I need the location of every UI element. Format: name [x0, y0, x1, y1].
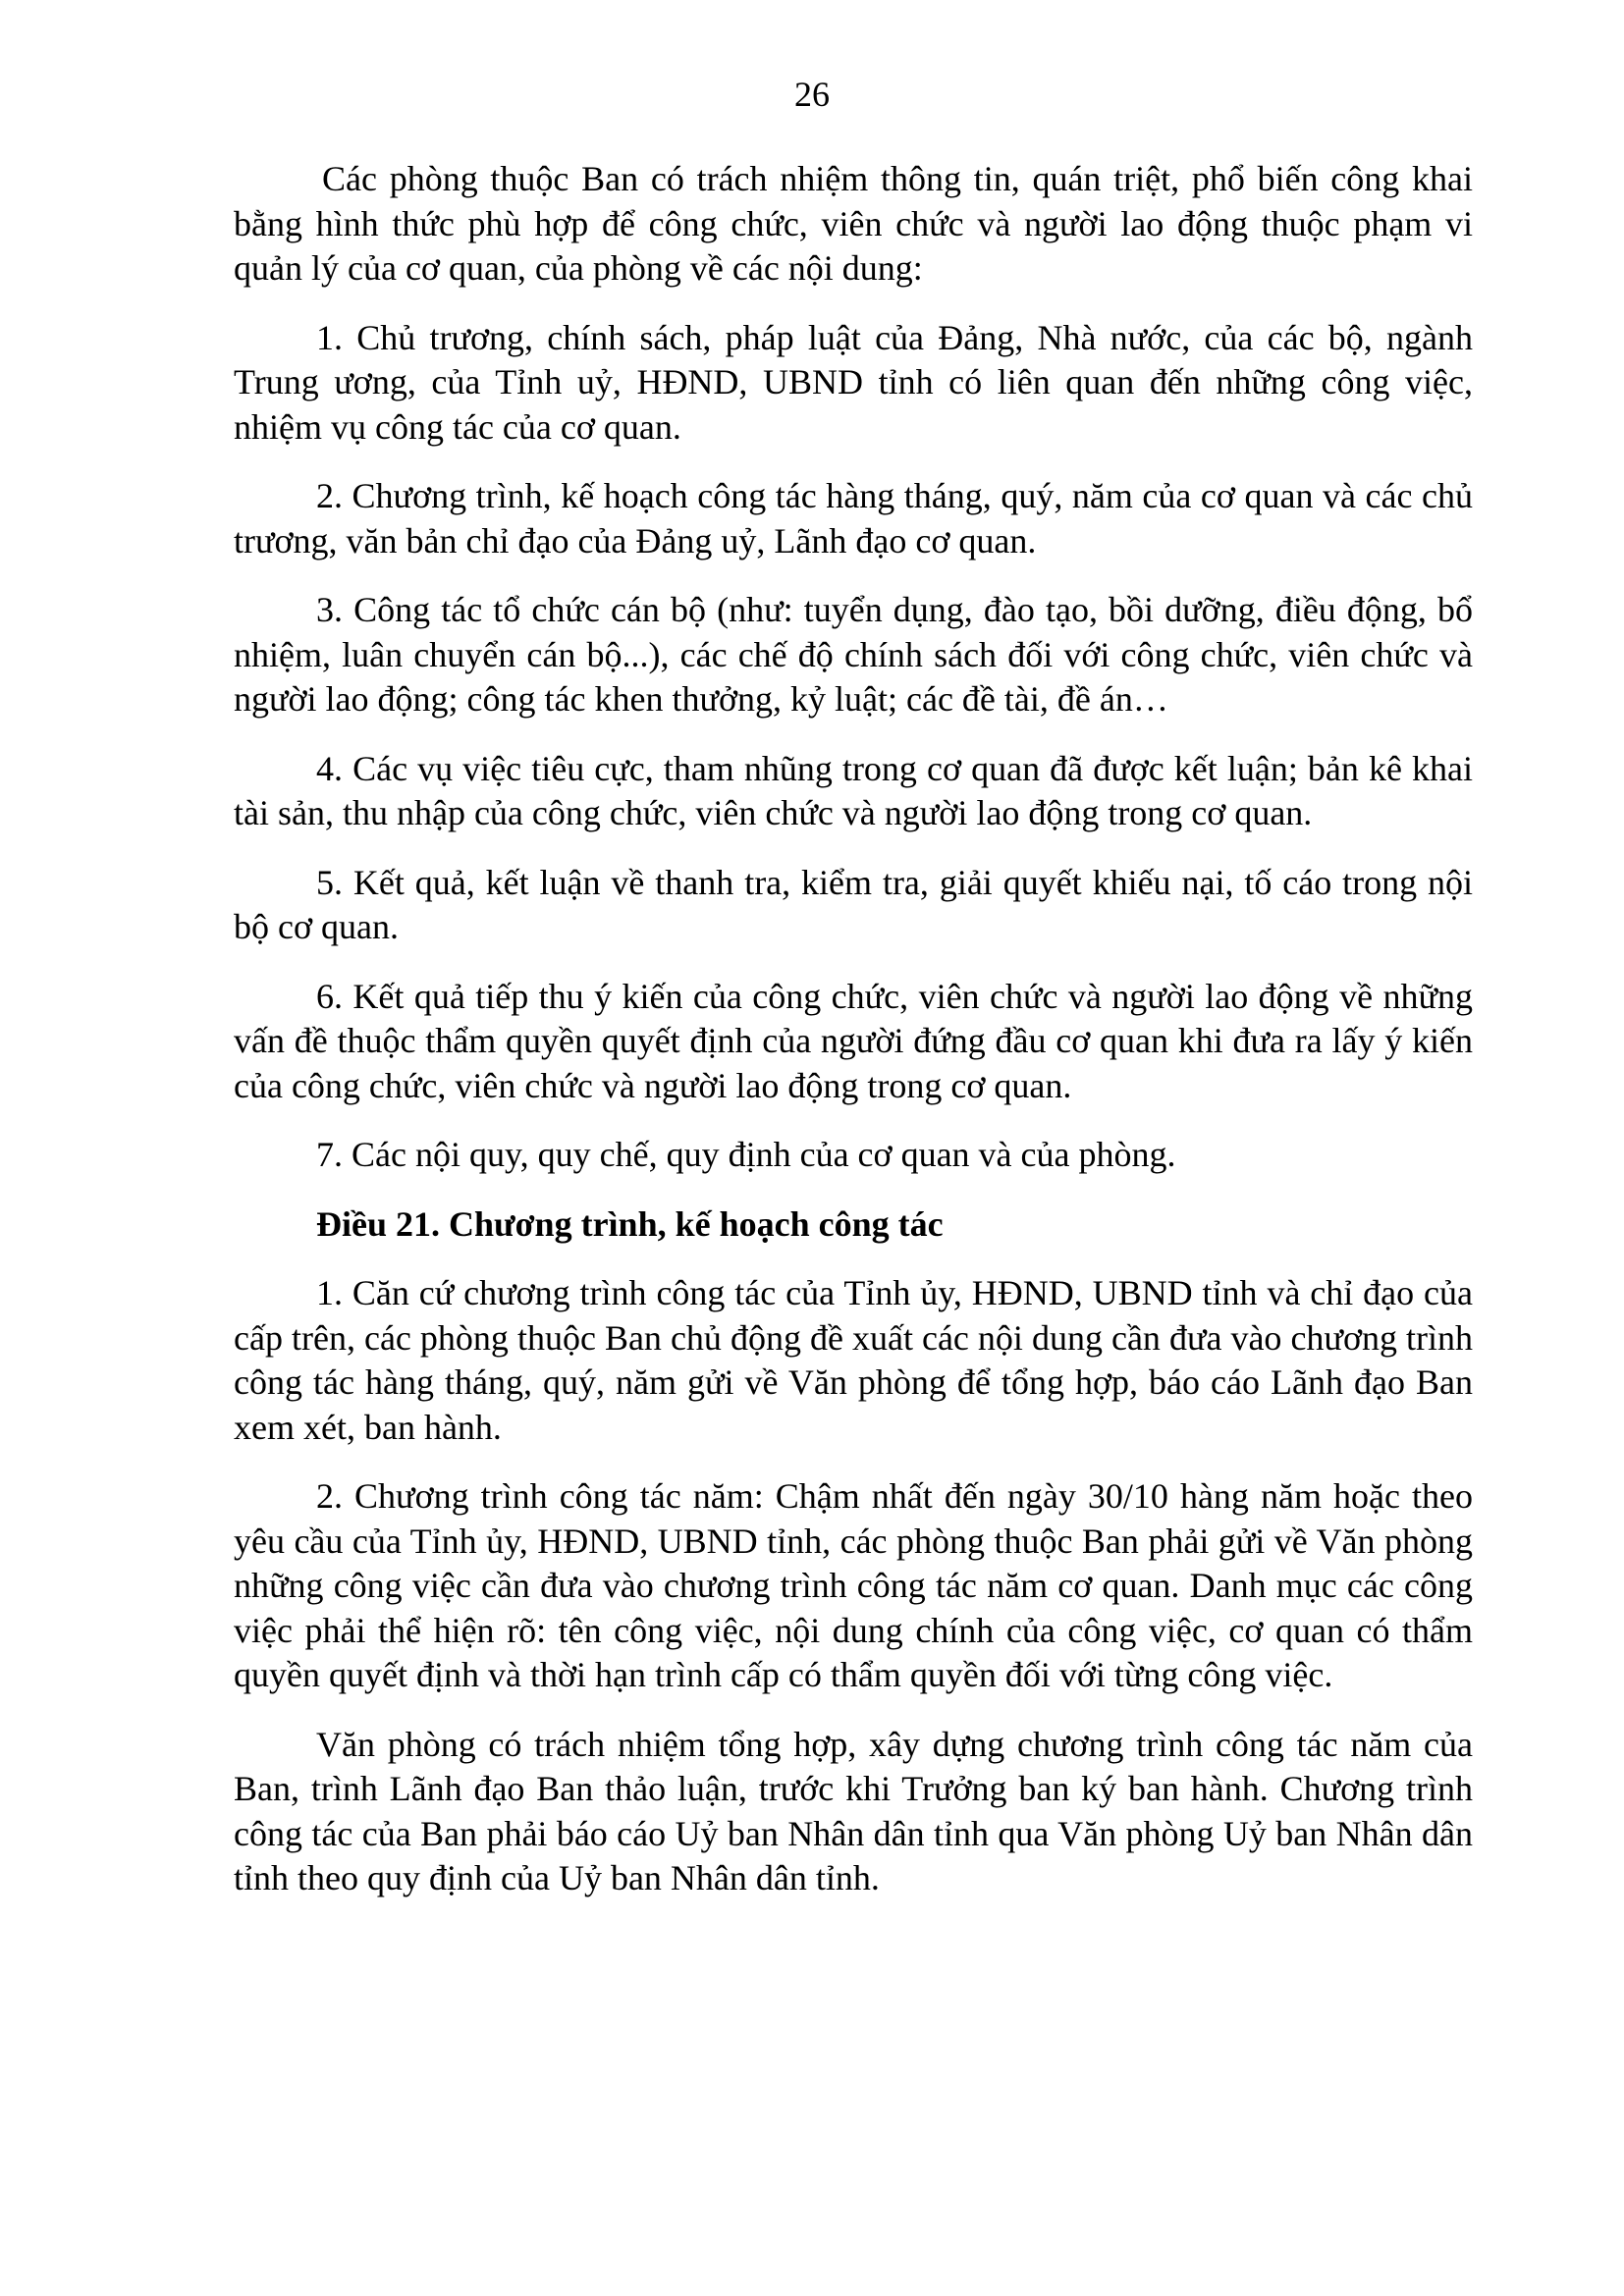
- article-paragraph-2: 2. Chương trình công tác năm: Chậm nhất đến ngày 30/10 hàng năm hoặc theo yêu cầu của Tỉnh ủy, HĐND, UBND tỉnh, các phòng thuộc Ban phải gửi về Văn phòng những công việc cần đưa vào chương trình công tác năm cơ quan. Danh mục các công việc phải thể hiện rõ: tên công việc, nội dung chính của công việc, cơ quan có thẩm quyền quyết định và thời hạn trình cấp có thẩm quyền đối với từng công việc.: [234, 1476, 1473, 1694]
- list-item-3: 3. Công tác tổ chức cán bộ (như: tuyển dụng, đào tạo, bồi dưỡng, điều động, bổ nhiệm, luân chuyển cán bộ...), các chế độ chính sách đối với công chức, viên chức và người lao động; công tác khen thưởng, kỷ luật; các đề tài, đề án…: [234, 590, 1473, 719]
- page-number: 26: [794, 75, 830, 114]
- intro-paragraph: Các phòng thuộc Ban có trách nhiệm thông tin, quán triệt, phổ biến công khai bằng hình thức phù hợp để công chức, viên chức và người lao động thuộc phạm vi quản lý của cơ quan, của phòng về các nội dung:: [234, 159, 1473, 288]
- list-item-7: 7. Các nội quy, quy chế, quy định của cơ quan và của phòng.: [316, 1135, 1176, 1174]
- list-item-6: 6. Kết quả tiếp thu ý kiến của công chức, viên chức và người lao động về những vấn đề thuộc thẩm quyền quyết định của người đứng đầu cơ quan khi đưa ra lấy ý kiến của công chức, viên chức và người lao động trong cơ quan.: [234, 976, 1473, 1105]
- list-item-2: 2. Chương trình, kế hoạch công tác hàng tháng, quý, năm của cơ quan và các chủ trương, văn bản chỉ đạo của Đảng uỷ, Lãnh đạo cơ quan.: [234, 476, 1473, 561]
- list-item-1: 1. Chủ trương, chính sách, pháp luật của Đảng, Nhà nước, của các bộ, ngành Trung ương, của Tỉnh uỷ, HĐND, UBND tỉnh có liên quan đến những công việc, nhiệm vụ công tác của cơ quan.: [234, 317, 1473, 447]
- article-paragraph-3: Văn phòng có trách nhiệm tổng hợp, xây dựng chương trình công tác năm của Ban, trình Lãnh đạo Ban thảo luận, trước khi Trưởng ban ký ban hành. Chương trình công tác của Ban phải báo cáo Uỷ ban Nhân dân tỉnh qua Văn phòng Uỷ ban Nhân dân tỉnh theo quy định của Uỷ ban Nhân dân tỉnh.: [234, 1724, 1473, 1897]
- document-body: [234, 157, 1473, 1926]
- list-item-5: 5. Kết quả, kết luận về thanh tra, kiểm tra, giải quyết khiếu nại, tố cáo trong nội bộ cơ quan.: [234, 862, 1473, 946]
- list-item-4: 4. Các vụ việc tiêu cực, tham nhũng trong cơ quan đã được kết luận; bản kê khai tài sản, thu nhập của công chức, viên chức và người lao động trong cơ quan.: [234, 748, 1473, 832]
- article-paragraph-1: 1. Căn cứ chương trình công tác của Tỉnh ủy, HĐND, UBND tỉnh và chỉ đạo của cấp trên, các phòng thuộc Ban chủ động đề xuất các nội dung cần đưa vào chương trình công tác hàng tháng, quý, năm gửi về Văn phòng để tổng hợp, báo cáo Lãnh đạo Ban xem xét, ban hành.: [234, 1273, 1473, 1447]
- article-heading: Điều 21. Chương trình, kế hoạch công tác: [316, 1203, 944, 1244]
